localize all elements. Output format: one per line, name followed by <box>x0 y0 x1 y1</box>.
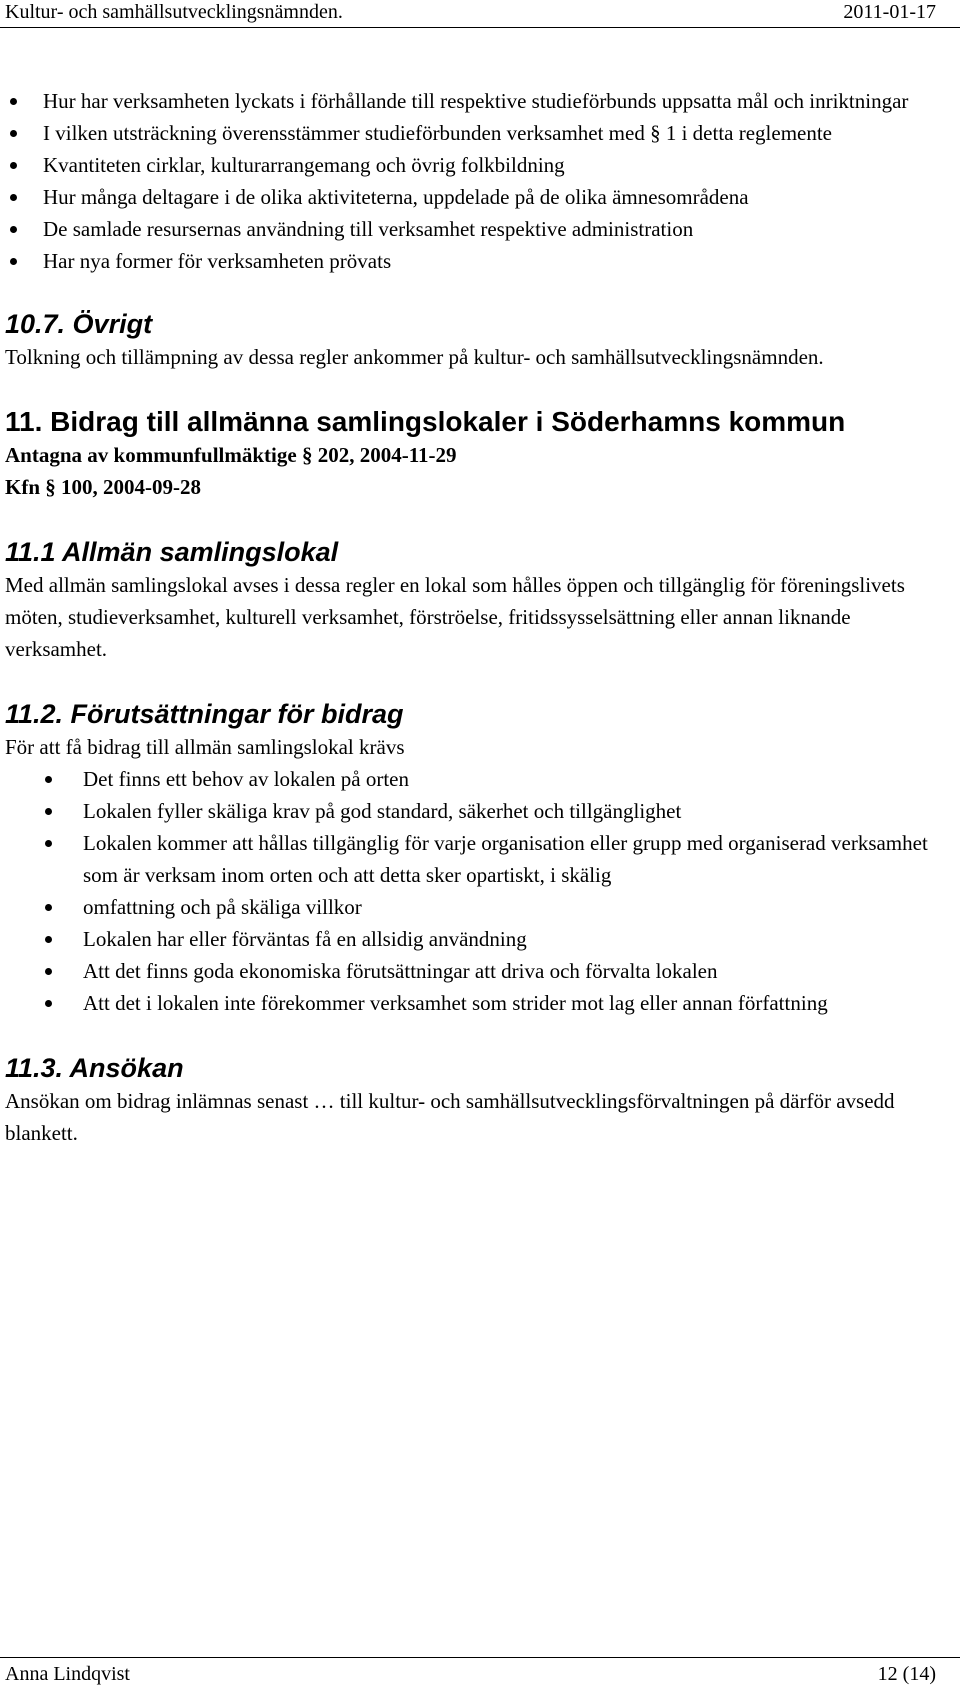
adoption-note-municipal-council: Antagna av kommunfullmäktige § 202, 2004-11-29 <box>5 443 457 467</box>
page-footer <box>0 1645 960 1687</box>
list-item: Hur många deltagare i de olika aktiviteterna, uppdelade på de olika ämnesområdena <box>5 181 940 213</box>
page-header <box>0 0 960 30</box>
spacer <box>5 373 940 405</box>
list-item: Det finns ett behov av lokalen på orten <box>5 763 940 795</box>
adoption-note-kfn: Kfn § 100, 2004-09-28 <box>5 475 201 499</box>
header-date: 2011-01-17 <box>843 1 936 23</box>
section-heading-10-7: 10.7. Övrigt <box>5 309 153 339</box>
list-item: Att det i lokalen inte förekommer verksamhet som strider mot lag eller annan författning <box>5 987 940 1019</box>
list-item: omfattning och på skäliga villkor <box>5 891 940 923</box>
list-item: Hur har verksamheten lyckats i förhållande till respektive studieförbunds uppsatta mål och inriktningar <box>5 85 940 117</box>
spacer <box>5 665 940 697</box>
section-11-1-text: Med allmän samlingslokal avses i dessa regler en lokal som hålles öppen och tillgänglig för föreningslivets möten, studieverksamhet, kulturell verksamhet, förströelse, fritidssysselsättning eller annan liknande verksamhet. <box>5 573 905 661</box>
spacer <box>5 503 940 535</box>
section-11-3-text: Ansökan om bidrag inlämnas senast … till kultur- och samhällsutvecklingsförvaltningen på därför avsedd blankett. <box>5 1089 895 1145</box>
section-heading-11-2: 11.2. Förutsättningar för bidrag <box>5 699 404 729</box>
list-item: Att det finns goda ekonomiska förutsättningar att driva och förvalta lokalen <box>5 955 940 987</box>
list-item: Lokalen fyller skäliga krav på god standard, säkerhet och tillgänglighet <box>5 795 940 827</box>
page-number: 12 (14) <box>877 1663 936 1685</box>
list-item: De samlade resursernas användning till verksamhet respektive administration <box>5 213 940 245</box>
list-item: Har nya former för verksamheten prövats <box>5 245 940 277</box>
list-item: Lokalen kommer att hållas tillgänglig för varje organisation eller grupp med organiserad verksamhet som är verksam inom orten och att detta sker opartiskt, i skälig <box>5 827 940 891</box>
section-11-2-intro: För att få bidrag till allmän samlingslokal krävs <box>5 735 405 759</box>
header-title: Kultur- och samhällsutvecklingsnämnden. <box>5 1 343 23</box>
requirements-list <box>5 763 940 1019</box>
section-10-7-text: Tolkning och tillämpning av dessa regler ankommer på kultur- och samhällsutvecklingsnämnden. <box>5 345 824 369</box>
spacer <box>5 277 940 307</box>
evaluation-question-list <box>5 85 940 277</box>
list-item: Kvantiteten cirklar, kulturarrangemang och övrig folkbildning <box>5 149 940 181</box>
header-divider <box>0 27 960 28</box>
document-body <box>5 85 940 1149</box>
list-item: I vilken utsträckning överensstämmer studieförbunden verksamhet med § 1 i detta reglemente <box>5 117 940 149</box>
footer-divider <box>0 1657 960 1658</box>
list-item: Lokalen har eller förväntas få en allsidig användning <box>5 923 940 955</box>
section-heading-11-1: 11.1 Allmän samlingslokal <box>5 537 339 567</box>
spacer <box>5 1019 940 1051</box>
footer-author: Anna Lindqvist <box>5 1663 130 1685</box>
section-heading-11-3: 11.3. Ansökan <box>5 1053 184 1083</box>
section-heading-11: 11. Bidrag till allmänna samlingslokaler i Söderhamns kommun <box>5 406 846 437</box>
